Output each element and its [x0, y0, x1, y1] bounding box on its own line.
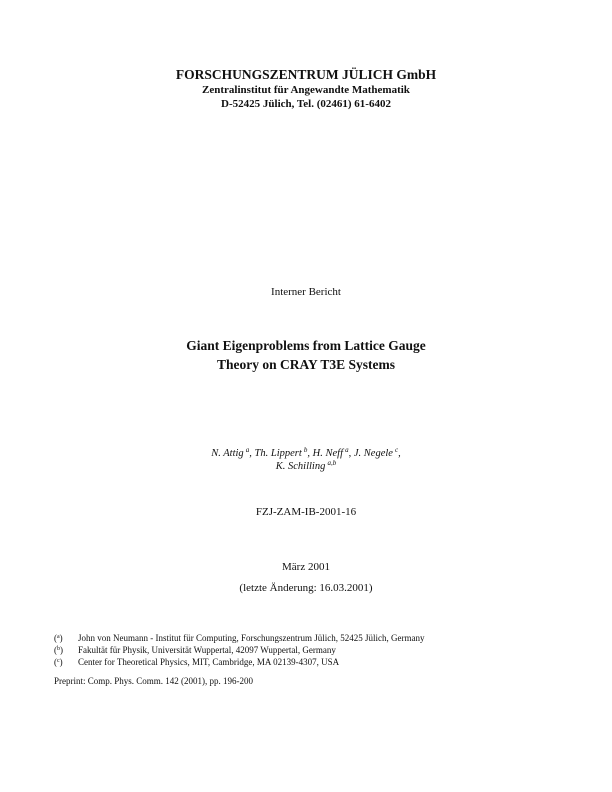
- institution-address: D-52425 Jülich, Tel. (02461) 61-6402: [221, 98, 391, 110]
- author-affiliation: b: [303, 446, 308, 454]
- author-name: J. Negele: [353, 448, 393, 459]
- footnote-mark: ($^c$): [54, 657, 63, 667]
- footnote-text: John von Neumann - Institut für Computing, Forschungszentrum Jülich, 52425 Jülich, Germany: [78, 633, 425, 643]
- author-name: H. Neff: [312, 448, 344, 459]
- footnote-a: [54, 632, 424, 644]
- report-type: Interner Bericht: [271, 286, 341, 298]
- department-name: Zentralinstitut für Angewandte Mathematik: [202, 84, 410, 96]
- author-name: Th. Lippert: [254, 448, 302, 459]
- author-name: N. Attig: [211, 448, 244, 459]
- report-number: FZJ-ZAM-IB-2001-16: [255, 506, 357, 518]
- author-affiliation: a: [345, 446, 349, 454]
- footnote-c: [54, 656, 424, 668]
- affiliation-footnotes: [54, 632, 424, 668]
- institution-name: FORSCHUNGSZENTRUM JÜLICH GmbH: [175, 67, 437, 82]
- last-change-date: (letzte Änderung: 16.03.2001): [239, 582, 373, 594]
- authors-line-1: N. Attig $^a$, Th. Lippert $^b$, H. Neff $^a$, J. Negele $^c$,: [211, 446, 401, 459]
- paper-title-line-2: Theory on CRAY T3E Systems: [216, 357, 396, 372]
- footnote-mark: ($^b$): [54, 645, 63, 655]
- report-date: März 2001: [282, 561, 330, 573]
- paper-title-line-1: Giant Eigenproblems from Lattice Gauge: [186, 338, 426, 353]
- authors-line-2: [0, 461, 612, 472]
- footnote-text: Fakultät für Physik, Universität Wuppertal, 42097 Wuppertal, Germany: [78, 645, 336, 655]
- preprint-reference: Preprint: Comp. Phys. Comm. 142 (2001), pp. 196-200: [54, 676, 254, 686]
- footnote-text: Center for Theoretical Physics, MIT, Cambridge, MA 02139-4307, USA: [78, 657, 340, 667]
- footnote-mark: ($^a$): [54, 633, 63, 643]
- author-affiliation: a,b: [327, 459, 337, 467]
- author-name: K. Schilling: [275, 461, 326, 472]
- author-affiliation: c: [395, 446, 399, 454]
- author-affiliation: a: [245, 446, 250, 454]
- footnote-b: [54, 644, 424, 656]
